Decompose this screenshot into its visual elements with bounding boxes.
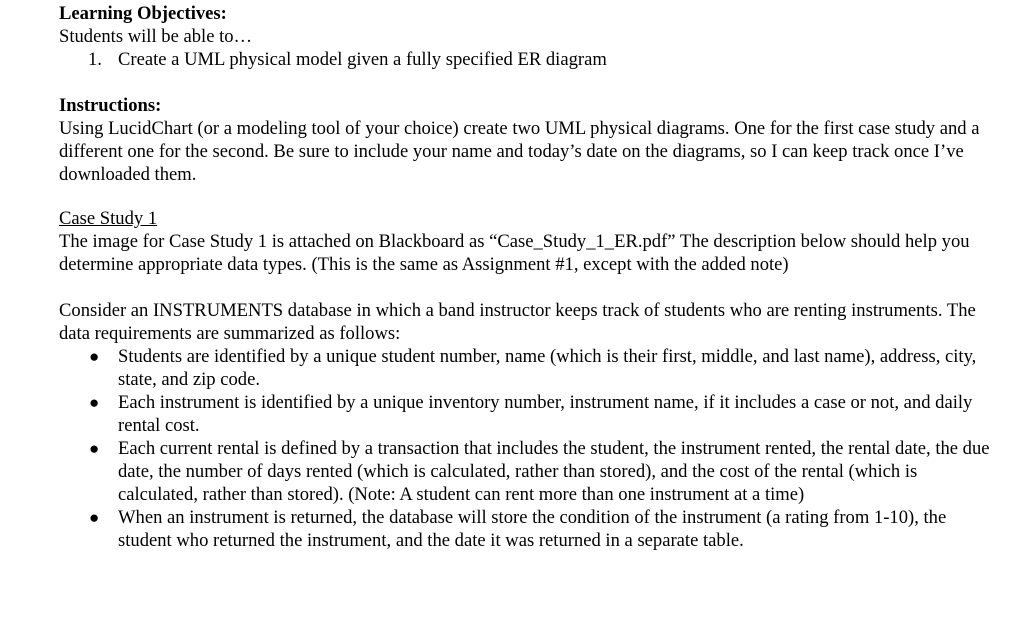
objective-text: Create a UML physical model given a fully specified ER diagram <box>118 49 607 70</box>
instructions-heading: Instructions: <box>59 95 162 116</box>
case-study-intro: Consider an INSTRUMENTS database in which a band instructor keeps track of students who are renting instruments. The data requirements are summarized as follows: <box>59 300 976 344</box>
requirement-text: When an instrument is returned, the database will store the condition of the instrument (a rating from 1-10), the student who returned the instrument, and the date it was returned in a separate table. <box>118 507 947 551</box>
list-item <box>59 391 999 437</box>
requirement-text: Each current rental is defined by a transaction that includes the student, the instrument rented, the rental date, the due date, the number of days rented (which is calculated, rather than stored), and the cost of the rental (which is calculated, rather than stored). (Note: A student can rent more than one instrument at a time) <box>118 438 990 505</box>
learning-objectives-heading: Learning Objectives: <box>59 3 227 24</box>
list-item <box>59 506 999 552</box>
requirements-list <box>59 345 999 552</box>
document-page <box>59 2 999 552</box>
bullet-icon: ● <box>89 508 100 527</box>
case-study-text: The image for Case Study 1 is attached on Blackboard as “Case_Study_1_ER.pdf” The description below should help you determine appropriate data types. (This is the same as Assignment #1, except with the added note) <box>59 231 970 275</box>
objectives-list <box>59 48 999 71</box>
instructions-text: Using LucidChart (or a modeling tool of your choice) create two UML physical diagrams. One for the first case study and a different one for the second. Be sure to include your name and today’s date on the diagrams, so I can keep track once I’ve downloaded them. <box>59 118 980 185</box>
list-item <box>59 437 999 506</box>
list-item <box>59 345 999 391</box>
objectives-intro: Students will be able to… <box>59 26 253 47</box>
bullet-icon: ● <box>89 347 100 366</box>
case-study-title: Case Study 1 <box>59 208 158 229</box>
bullet-icon: ● <box>89 393 100 412</box>
requirement-text: Students are identified by a unique student number, name (which is their first, middle, and last name), address, city, state, and zip code. <box>118 346 977 390</box>
objective-number: 1. <box>88 49 102 70</box>
bullet-icon: ● <box>89 439 100 458</box>
objective-item <box>59 48 999 71</box>
requirement-text: Each instrument is identified by a unique inventory number, instrument name, if it includes a case or not, and daily rental cost. <box>118 392 973 436</box>
